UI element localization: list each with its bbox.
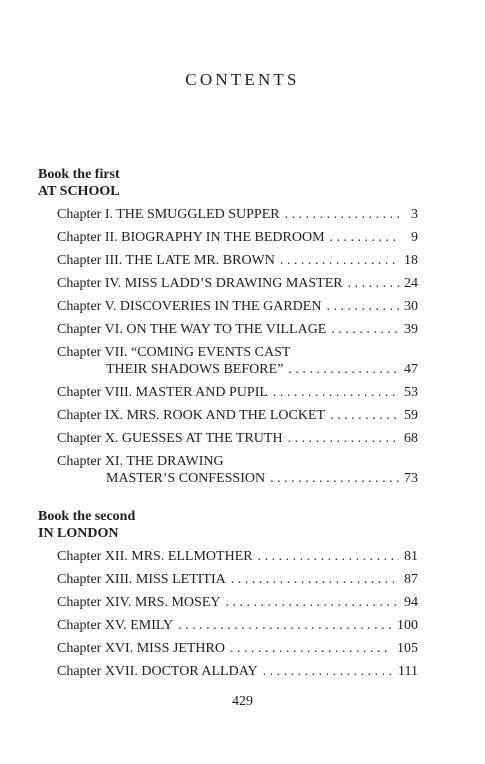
chapter-title: Chapter IV. MISS LADD’S DRAWING MASTER	[57, 276, 343, 291]
chapter-page-number: 59	[404, 408, 418, 423]
dot-leader	[270, 470, 399, 487]
dot-leader	[263, 663, 393, 680]
book-section-second	[38, 508, 418, 686]
chapter-list	[38, 206, 418, 487]
chapter-entry	[38, 453, 418, 487]
book-heading: Book the first	[38, 167, 120, 182]
dot-leader	[285, 206, 399, 223]
chapter-line	[57, 344, 418, 361]
book-subheading: AT SCHOOL	[38, 184, 120, 199]
chapter-page-number: 94	[404, 595, 418, 610]
chapter-entry	[38, 571, 418, 588]
chapter-line	[57, 361, 418, 378]
chapter-page-number: 111	[398, 664, 418, 679]
chapter-entry	[38, 663, 418, 680]
chapter-entry	[38, 640, 418, 657]
chapter-entry	[38, 252, 418, 269]
chapter-title: Chapter III. THE LATE MR. BROWN	[57, 253, 275, 268]
chapter-entry	[38, 321, 418, 338]
chapter-entry	[38, 206, 418, 223]
chapter-entry	[38, 344, 418, 378]
chapter-line	[57, 298, 418, 315]
chapter-page-number: 39	[404, 322, 418, 337]
chapter-entry	[38, 298, 418, 315]
page-title: CONTENTS	[185, 70, 300, 89]
chapter-entry	[38, 384, 418, 401]
chapter-line	[57, 548, 418, 565]
chapter-line	[57, 453, 418, 470]
chapter-entry	[38, 594, 418, 611]
chapter-line	[57, 275, 418, 292]
dot-leader	[330, 407, 399, 424]
chapter-page-number: 30	[404, 299, 418, 314]
chapter-line	[57, 384, 418, 401]
chapter-page-number: 68	[404, 431, 418, 446]
chapter-title: Chapter XIV. MRS. MOSEY	[57, 595, 221, 610]
chapter-entry	[38, 407, 418, 424]
chapter-page-number: 53	[404, 385, 418, 400]
chapter-title: Chapter II. BIOGRAPHY IN THE BEDROOM	[57, 230, 325, 245]
dot-leader	[230, 640, 392, 657]
chapter-page-number: 24	[404, 276, 418, 291]
book-subheading: IN LONDON	[38, 526, 119, 541]
chapter-line	[57, 430, 418, 447]
chapter-page-number: 81	[404, 549, 418, 564]
chapter-entry	[38, 617, 418, 634]
dot-leader	[273, 384, 399, 401]
chapter-title: Chapter VII. “COMING EVENTS CAST	[57, 345, 291, 360]
dot-leader	[258, 548, 399, 565]
chapter-title: Chapter IX. MRS. ROOK AND THE LOCKET	[57, 408, 326, 423]
page-number: 429	[232, 694, 253, 709]
chapter-page-number: 100	[397, 618, 418, 633]
chapter-title: Chapter VIII. MASTER AND PUPIL	[57, 385, 268, 400]
chapter-entry	[38, 275, 418, 292]
dot-leader	[178, 617, 392, 634]
dot-leader	[326, 298, 399, 315]
chapter-line	[57, 321, 418, 338]
chapter-page-number: 3	[411, 207, 418, 222]
chapter-title: Chapter V. DISCOVERIES IN THE GARDEN	[57, 299, 322, 314]
chapter-line	[57, 470, 418, 487]
chapter-title: Chapter I. THE SMUGGLED SUPPER	[57, 207, 280, 222]
chapter-list	[38, 548, 418, 680]
chapter-line	[57, 640, 418, 657]
chapter-entry	[38, 430, 418, 447]
dot-leader	[348, 275, 399, 292]
chapter-line	[57, 229, 418, 246]
chapter-title: Chapter XIII. MISS LETITIA	[57, 572, 226, 587]
dot-leader	[231, 571, 399, 588]
chapter-page-number: 9	[411, 230, 418, 245]
chapter-entry	[38, 548, 418, 565]
chapter-title: Chapter X. GUESSES AT THE TRUTH	[57, 431, 283, 446]
chapter-entry	[38, 229, 418, 246]
chapter-title: Chapter XI. THE DRAWING	[57, 454, 224, 469]
book-section-first	[38, 166, 418, 493]
chapter-line	[57, 594, 418, 611]
chapter-page-number: 105	[397, 641, 418, 656]
dot-leader	[280, 252, 399, 269]
chapter-title: Chapter XVII. DOCTOR ALLDAY	[57, 664, 258, 679]
chapter-line	[57, 617, 418, 634]
chapter-line	[57, 663, 418, 680]
dot-leader	[288, 361, 399, 378]
chapter-title: Chapter XVI. MISS JETHRO	[57, 641, 225, 656]
chapter-line	[57, 206, 418, 223]
book-heading: Book the second	[38, 509, 136, 524]
chapter-page-number: 73	[404, 471, 418, 486]
chapter-page-number: 47	[404, 362, 418, 377]
chapter-page-number: 18	[404, 253, 418, 268]
chapter-title: Chapter XII. MRS. ELLMOTHER	[57, 549, 253, 564]
dot-leader	[331, 321, 399, 338]
chapter-title: Chapter XV. EMILY	[57, 618, 174, 633]
dot-leader	[288, 430, 399, 447]
chapter-page-number: 87	[404, 572, 418, 587]
dot-leader	[330, 229, 399, 246]
dot-leader	[225, 594, 399, 611]
chapter-title: THEIR SHADOWS BEFORE”	[106, 362, 284, 377]
chapter-line	[57, 571, 418, 588]
chapter-title: MASTER’S CONFESSION	[106, 471, 266, 486]
chapter-line	[57, 252, 418, 269]
chapter-title: Chapter VI. ON THE WAY TO THE VILLAGE	[57, 322, 327, 337]
chapter-line	[57, 407, 418, 424]
